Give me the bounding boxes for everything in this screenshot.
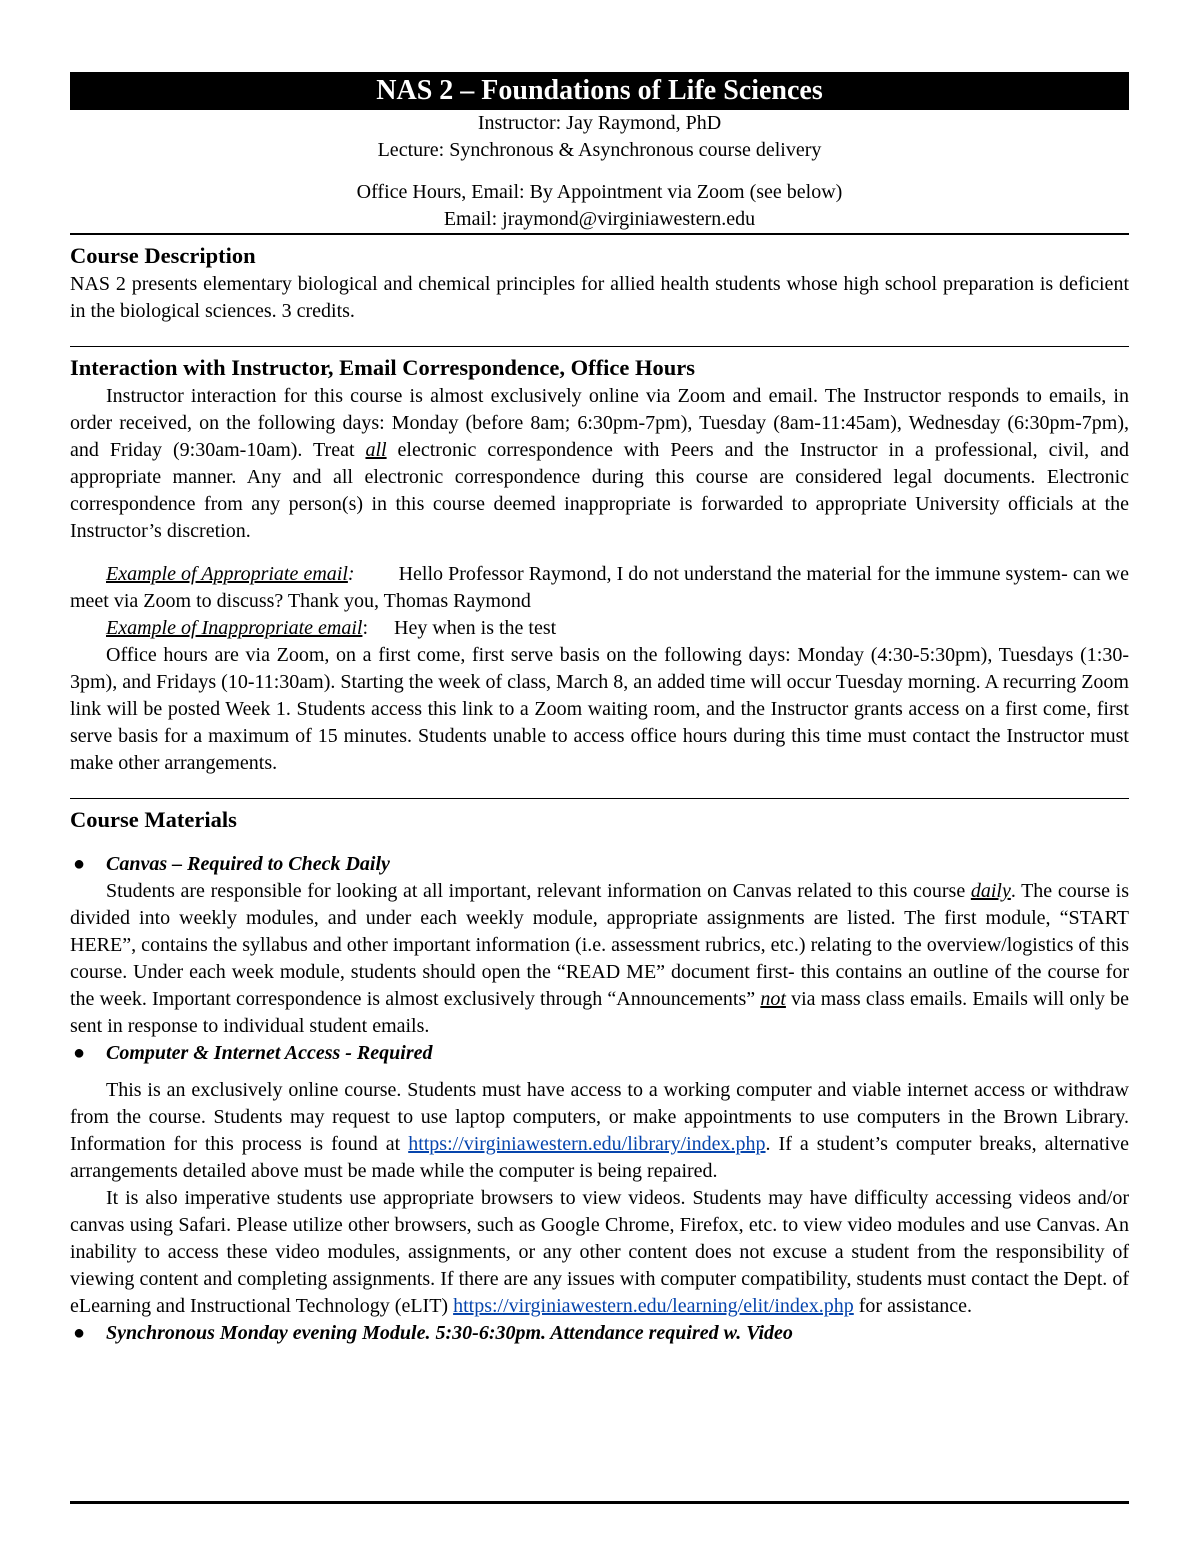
interaction-section bbox=[70, 353, 1129, 777]
interaction-paragraph: Instructor interaction for this course is almost exclusively online via Zoom and email. The Instructor responds to emails, in order received, on the following days: Monday (before 8am; 6:30pm-7pm), Tuesday (8am-11:45am), Wednesday (6:30pm-7pm), and Friday (9:30am-10am). Treat all electronic correspondence with Peers and the Instructor in a professional, civil, and appropriate manner. Any and all electronic correspondence during this course are considered legal documents. Electronic correspondence from any person(s) in this course deemed inappropriate is forwarded to appropriate University officials at the Instructor’s discretion. bbox=[70, 385, 1129, 542]
list-item-synchronous-module bbox=[70, 1320, 1129, 1347]
instructor-line: Instructor: Jay Raymond, PhD bbox=[477, 112, 722, 134]
office-hours-paragraph: Office hours are via Zoom, on a first come, first serve basis on the following days: Monday (4:30-5:30pm), Tuesdays (1:30-3pm), and Fridays (10-11:30am). Starting the week of class, March 8, an added time will occur Tuesday morning. A recurring Zoom link will be posted Week 1. Students access this link to a Zoom waiting room, and the Instructor grants access on a first come, first serve basis for a maximum of 15 minutes. Students unable to access office hours during this time must contact the Instructor must make other arrangements. bbox=[70, 644, 1129, 774]
course-materials-heading: Course Materials bbox=[70, 807, 237, 832]
email-line bbox=[70, 206, 1129, 233]
synchronous-module-title: Synchronous Monday evening Module. 5:30-6:30pm. Attendance required w. Video bbox=[106, 1322, 793, 1344]
example-appropriate-label: Example of Appropriate email bbox=[106, 563, 348, 585]
email-prefix: Email: bbox=[443, 208, 503, 230]
bullet-icon: ● bbox=[73, 1322, 86, 1344]
browsers-paragraph: It is also imperative students use appropriate browsers to view videos. Students may have difficulty accessing videos and/or canvas using Safari. Please utilize other browsers, such as Google Chrome, Firefox, etc. to view video modules and use Canvas. An inability to access these video modules, assignments, or any other content does not excuse a student from the responsibility of viewing content and completing assignments. If there are any issues with computer compatibility, students must contact the Dept. of eLearning and Instructional Technology (eLIT) https://virginiawestern.edu/learning/elit/index.php for assistance. bbox=[70, 1187, 1129, 1317]
emphasis-not: not bbox=[760, 988, 786, 1010]
canvas-paragraph: Students are responsible for looking at all important, relevant information on Canvas related to this course daily. The course is divided into weekly modules, and under each weekly module, appropriate assignments are listed. The first module, “START HERE”, contains the syllabus and other important information (i.e. assessment rubrics, etc.) relating to the overview/logistics of this course. Under each week module, students should open the “READ ME” document first- this contains an outline of the course for the week. Important correspondence is almost exclusively through “Announcements” not via mass class emails. Emails will only be sent in response to individual student emails. bbox=[70, 880, 1129, 1037]
emphasis-daily: daily bbox=[970, 880, 1011, 902]
course-description-heading: Course Description bbox=[70, 243, 256, 268]
list-item-canvas bbox=[70, 851, 1129, 878]
example-inappropriate-label: Example of Inappropriate email bbox=[106, 617, 363, 639]
section-divider bbox=[70, 233, 1129, 235]
lecture-line: Lecture: Synchronous & Asynchronous course delivery bbox=[377, 139, 822, 161]
syllabus-page bbox=[70, 72, 1129, 1347]
course-description-section bbox=[70, 241, 1129, 325]
bullet-icon: ● bbox=[73, 1042, 86, 1064]
office-hours-line: Office Hours, Email: By Appointment via Zoom (see below) bbox=[356, 181, 843, 203]
email-address: jraymond@virginiawestern.edu bbox=[502, 208, 756, 230]
section-divider bbox=[70, 346, 1129, 347]
canvas-title: Canvas – Required to Check Daily bbox=[106, 853, 390, 875]
bullet-icon: ● bbox=[73, 853, 86, 875]
course-materials-section bbox=[70, 805, 1129, 1347]
example-inappropriate-email: Example of Inappropriate email: Hey when is the test bbox=[106, 617, 557, 639]
course-description-text: NAS 2 presents elementary biological and chemical principles for allied health students whose high school preparation is deficient in the biological sciences. 3 credits. bbox=[70, 273, 1129, 322]
section-divider bbox=[70, 798, 1129, 799]
document-title: NAS 2 – Foundations of Life Sciences bbox=[70, 72, 1129, 110]
list-item-computer-access bbox=[70, 1040, 1129, 1067]
library-link[interactable]: https://virginiawestern.edu/library/index.php bbox=[408, 1133, 766, 1155]
emphasis-all: all bbox=[365, 439, 387, 461]
computer-access-paragraph: This is an exclusively online course. Students must have access to a working computer and viable internet access or withdraw from the course. Students may request to use laptop computers, or make appointments to use computers in the Brown Library. Information for this process is found at https://virginiawestern.edu/library/index.php. If a student’s computer breaks, alternative arrangements detailed above must be made while the computer is being repaired. bbox=[70, 1079, 1129, 1182]
footer-divider bbox=[70, 1501, 1129, 1504]
elit-link[interactable]: https://virginiawestern.edu/learning/elit/index.php bbox=[453, 1295, 854, 1317]
example-appropriate-text: Hello Professor Raymond, I do not understand the material for the immune system- can we meet via Zoom to discuss? Thank you, Thomas Raymond bbox=[70, 563, 1129, 612]
interaction-heading: Interaction with Instructor, Email Correspondence, Office Hours bbox=[70, 355, 695, 380]
example-inappropriate-text: Hey when is the test bbox=[394, 617, 557, 639]
example-appropriate-email: Example of Appropriate email: Hello Professor Raymond, I do not understand the material for the immune system- can we meet via Zoom to discuss? Thank you, Thomas Raymond bbox=[70, 563, 1129, 612]
computer-access-title: Computer & Internet Access - Required bbox=[106, 1042, 433, 1064]
